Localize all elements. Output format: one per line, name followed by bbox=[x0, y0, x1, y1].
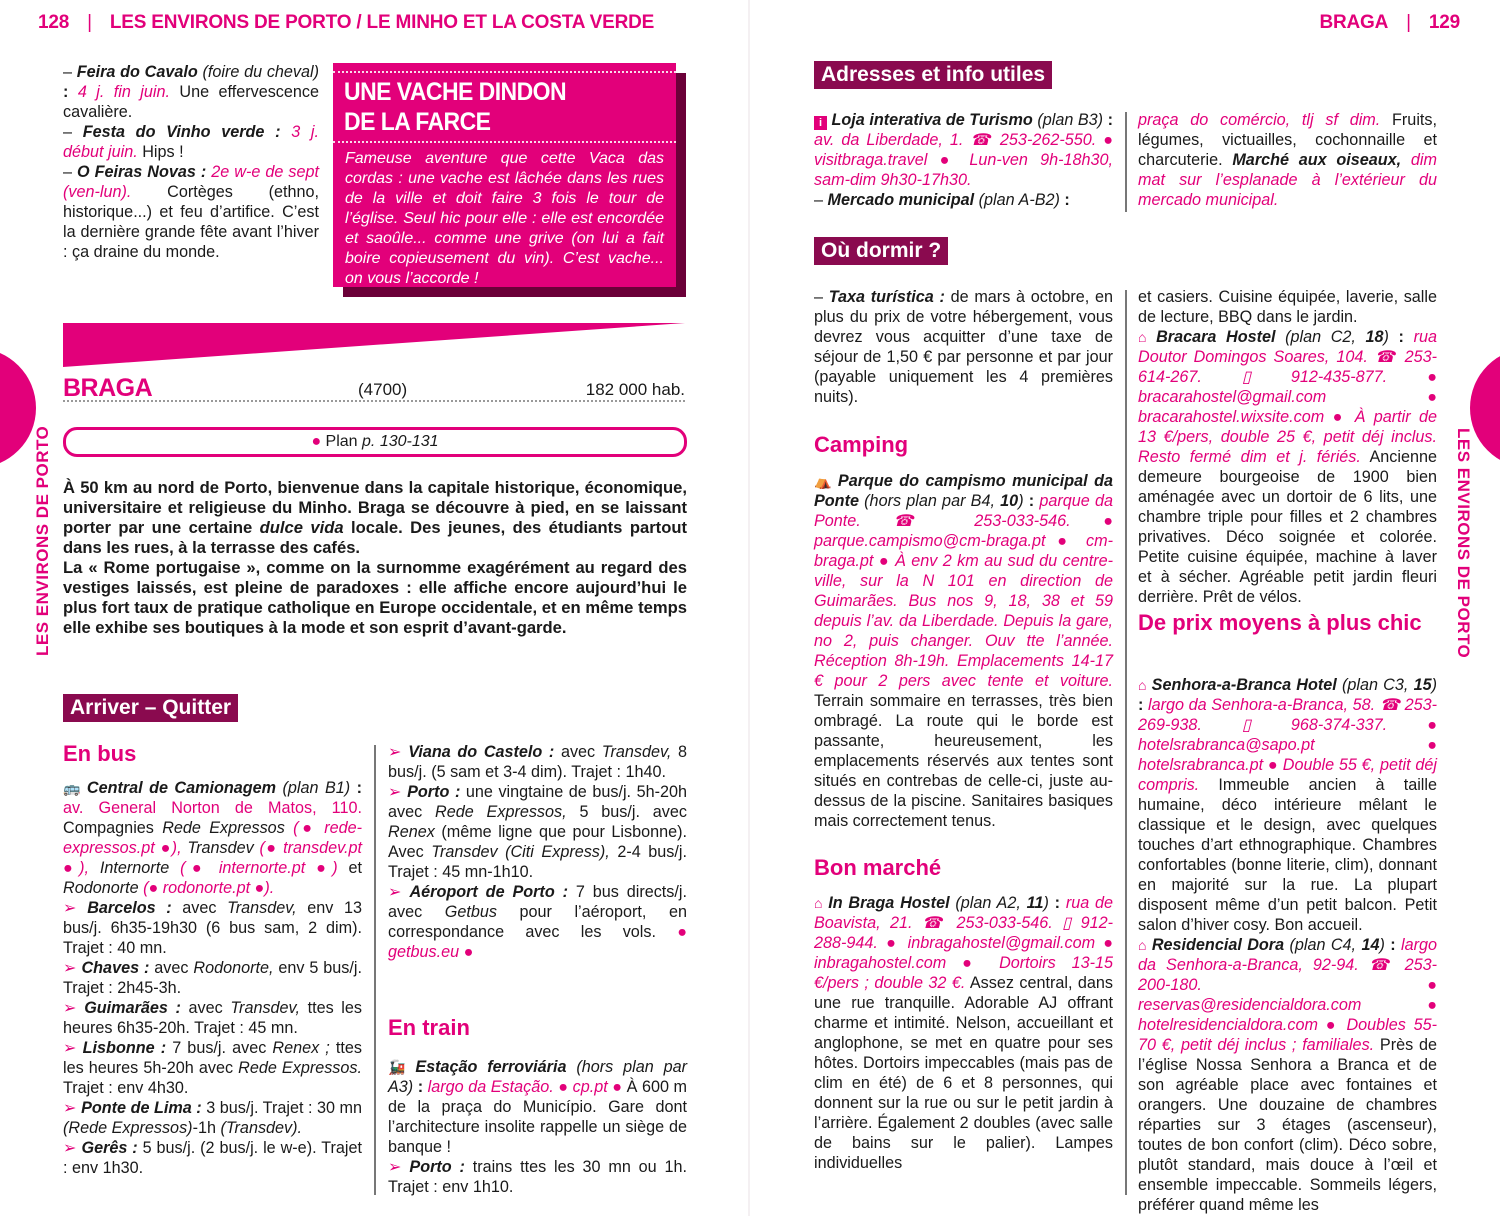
bus-column-2 bbox=[388, 742, 687, 962]
city-intro bbox=[63, 478, 687, 638]
box-title: UNE VACHE DINDON DE LA FARCE bbox=[344, 78, 567, 136]
paragraph: – Festa do Vinho verde : 3 j. début juin. Hips ! bbox=[63, 123, 319, 161]
paragraph: 🚌 Central de Camionagem (plan B1) : av. General Norton de Matos, 110. Compagnies Rede Expressos (● rede-expressos.pt ●), Transdev (● transdev.pt ●), Internorte (● internorte.pt ●) et Rodonorte (● rodonorte.pt ●). bbox=[63, 779, 362, 897]
sidebar-box bbox=[333, 63, 676, 287]
paragraph: ➢ Gerês : 5 bus/j. (2 bus/j. le w-e). Trajet : env 1h30. bbox=[63, 1139, 362, 1177]
camping-entry bbox=[814, 471, 1113, 831]
paragraph: ⌂ Residencial Dora (plan C4, 14) : largo da Senhora-a-Branca, 92-94. ☎ 253-200-180. ● reservas@residencialdora.com ● hotelresidencialdora.com ● Doubles 55-70 €, petit déj inclus ; familiales. Près de l’église Nossa Senhora a Branca et de son agréable place avec fontaines et orangers. Une douzaine de chambres réparties sur 3 étages (ascenseur), toutes de bon confort (clim). Déco sobre, plutôt standard, mais douce à l’œil et ensemble impeccable. Sommeils légers, préférer quand même les bbox=[1138, 936, 1437, 1214]
side-label: LES ENVIRONS DE PORTO bbox=[33, 425, 52, 656]
paragraph: À 50 km au nord de Porto, bienvenue dans la capitale historique, économique, universitaire et religieuse du Minho. Braga se découvre à pied, en se laissant porter par une certaine dulce vida locale. Des jeunes, des étudiants partout dans les rues, à la terrasse des cafés. bbox=[63, 478, 687, 557]
city-header bbox=[63, 374, 685, 402]
section-arriver-quitter: Arriver – Quitter bbox=[63, 694, 238, 722]
paragraph: – Taxa turística : de mars à octobre, en plus du prix de votre hébergement, vous devrez vous acquitter d’une taxe de séjour de 1,50 € par personne et par jour (payable uniquement les 4 premières nuits). bbox=[814, 288, 1113, 406]
box-body: Fameuse aventure que cette Vaca das cordas : une vache est lâchée dans les rues de la ville et doit faire 3 fois le tour de l’église. Seul hic pour elle : elle est encordée et saoûle... comme une grive (on lui a fait boire copieusement du vin). C’est vache... on vous l’accorde ! bbox=[345, 150, 664, 287]
paragraph: La « Rome portugaise », comme on la surnomme exagérément au regard des vestiges laissés, est pleine de paradoxes : elle affiche encore aujourd’hui le plus fort taux de pratique catholique en Europe occidentale, et en même temps elle exhibe ses boutiques à la mode et son esprit d’avant-garde. bbox=[63, 558, 687, 637]
column-rule bbox=[374, 745, 376, 1195]
thumb-tab bbox=[1470, 348, 1500, 468]
running-head-left: 128 | LES ENVIRONS DE PORTO / LE MINHO ET LA COSTA VERDE bbox=[38, 12, 655, 33]
mid-entries bbox=[1138, 675, 1437, 1215]
dotted-rule bbox=[333, 141, 676, 143]
column-rule bbox=[1125, 112, 1127, 212]
chapter-title: LES ENVIRONS DE PORTO / LE MINHO ET LA COSTA VERDE bbox=[109, 12, 655, 33]
home-icon: ⌂ bbox=[1138, 677, 1147, 693]
section-wedge bbox=[63, 323, 685, 367]
subhead-prix-moyens: De prix moyens à plus chic bbox=[1138, 610, 1422, 635]
paragraph: ➢ Viana do Castelo : avec Transdev, 8 bus/j. (5 sam et 3-4 dim). Trajet : 1h40. bbox=[388, 743, 687, 781]
section-adresses: Adresses et info utiles bbox=[814, 61, 1052, 89]
running-head-right: BRAGA | 129 bbox=[1319, 12, 1460, 33]
paragraph: ➢ Ponte de Lima : 3 bus/j. Trajet : 30 mn (Rede Expressos)-1h (Transdev). bbox=[63, 1099, 363, 1137]
bullet-icon: ● bbox=[311, 433, 326, 450]
paragraph: ➢ Chaves : avec Rodonorte, env 5 bus/j. Trajet : 2h45-3h. bbox=[63, 959, 362, 997]
subhead-en-bus: En bus bbox=[63, 741, 137, 766]
tent-icon: ⛺ bbox=[814, 473, 832, 489]
paragraph: et casiers. Cuisine équipée, laverie, salle de lecture, BBQ dans le jardin. bbox=[1138, 288, 1437, 326]
info-column-1 bbox=[814, 110, 1113, 210]
paragraph: ➢ Aéroport de Porto : 7 bus directs/j. avec Getbus pour l’aéroport, en correspondance avec les vols. ● getbus.eu ● bbox=[388, 883, 687, 961]
city-name: BRAGA bbox=[63, 374, 153, 402]
section-title: BRAGA bbox=[1319, 12, 1389, 33]
info-icon: i bbox=[814, 116, 827, 130]
subhead-camping: Camping bbox=[814, 432, 909, 457]
home-icon: ⌂ bbox=[1138, 937, 1147, 953]
festivals-list bbox=[63, 62, 319, 262]
subhead-bon-marche: Bon marché bbox=[814, 855, 942, 880]
hostel-column-2 bbox=[1138, 287, 1437, 607]
plan-reference[interactable]: ● Plan p. 130-131 bbox=[63, 427, 687, 457]
page-number: 128 bbox=[38, 12, 70, 33]
train-entry bbox=[388, 1057, 687, 1197]
taxa-note bbox=[814, 287, 1113, 407]
paragraph: – O Feiras Novas : 2e w-e de sept (ven-lun). Cortèges (ethno, historique...) et feu d’artifice. C’est la dernière grande fête avant l’hiver : ça draine du monde. bbox=[63, 163, 319, 261]
column-rule bbox=[1125, 290, 1127, 1195]
paragraph: ➢ Barcelos : avec Transdev, env 13 bus/j. 6h35-19h30 (6 bus sam, 2 dim). Trajet : 40 mn. bbox=[63, 899, 362, 957]
paragraph: – Feira do Cavalo (foire du cheval) : 4 j. fin juin. Une effervescence cavalière. bbox=[63, 63, 319, 121]
paragraph: ➢ Porto : trains ttes les 30 mn ou 1h. Trajet : env 1h10. bbox=[388, 1158, 687, 1196]
paragraph: i Loja interativa de Turismo (plan B3) : av. da Liberdade, 1. ☎ 253-262-550. ● visitbraga.travel ● Lun-ven 9h-18h30, sam-dim 9h30-17h30. bbox=[814, 111, 1113, 189]
paragraph: ➢ Porto : une vingtaine de bus/j. 5h-20h avec Rede Expressos, 5 bus/j. avec Renex (même ligne que pour Lisbonne). Avec Transdev (Citi Express), 2-4 bus/j. Trajet : 45 mn-1h10. bbox=[388, 783, 688, 881]
paragraph: – Mercado municipal (plan A-B2) : bbox=[814, 191, 1070, 209]
cheap-entry bbox=[814, 893, 1113, 1173]
section-ou-dormir: Où dormir ? bbox=[814, 237, 948, 265]
home-icon: ⌂ bbox=[814, 895, 823, 911]
info-column-2 bbox=[1138, 110, 1437, 210]
home-icon: ⌂ bbox=[1138, 329, 1147, 345]
bus-icon: 🚌 bbox=[63, 780, 81, 796]
paragraph: ⌂ Senhora-a-Branca Hotel (plan C3, 15) : largo da Senhora-a-Branca, 58. ☎ 253-269-938. ▯ 968-374-337. ● hotelsrabranca@sapo.pt ● hotelsrabranca.pt ● Double 55 €, petit déj compris. Immeuble ancien à taille humaine, déco intérieure mêlant le classique et le design, avec quelques touches d’art ethnographique. Chambres confortables (bonne literie, clim), donnant en majorité sur la rue. La plupart disposent même d’un petit balcon. Petit salon d’hiver cosy. Bon accueil. bbox=[1138, 676, 1437, 934]
paragraph: ➢ Lisbonne : 7 bus/j. avec Renex ; ttes les heures 5h-20h avec Rede Expressos. Trajet : env 4h30. bbox=[63, 1039, 362, 1097]
bus-column-1 bbox=[63, 778, 362, 1178]
subhead-en-train: En train bbox=[388, 1015, 470, 1040]
paragraph: praça do comércio, tlj sf dim. Fruits, légumes, victuailles, cochonnaille et charcuterie. Marché aux oiseaux, dim mat sur l’esplanade à l’extérieur du mercado municipal. bbox=[1138, 111, 1437, 209]
side-label: LES ENVIRONS DE PORTO bbox=[1454, 428, 1473, 659]
page-number: 129 bbox=[1428, 12, 1460, 33]
paragraph: ⌂ In Braga Hostel (plan A2, 11) : rua de Boavista, 21. ☎ 253-033-546. ▯ 912-288-944. ● inbragahostel@gmail.com ● inbragahostel.com ● Dortoirs 13-15 €/pers ; double 32 €. Assez central, dans une rue tranquille. Adorable AJ offrant charme et intimité. Nelson, accueillant et anglophone, se met en quatre pour ses hôtes. Dortoirs impeccables (mais pas de clim en été) de 6 et 8 personnes, qui donnent sur la rue ou sur le petit jardin à l’arrière. Également 2 doubles (avec salle de bains sur le palier). Lampes individuelles bbox=[814, 894, 1114, 1172]
paragraph: 🚂 Estação ferroviária (hors plan par A3) : largo da Estação. ● cp.pt ● À 600 m de la praça do Município. Gare dont l’architecture insolite rappelle un siège de banque ! bbox=[388, 1058, 688, 1156]
paragraph: ⛺ Parque do campismo municipal da Ponte (hors plan par B4, 10) : parque da Ponte. ☎ 253-033-546. ● parque.campismo@cm-braga.pt ● cm-braga.pt ● À env 2 km au sud du centre-ville, sur la N 101 en direction de Guimarães. Bus nos 9, 18, 38 et 59 depuis l’av. da Liberdade. Depuis la gare, no 2, puis changer. Ouv tte l’année. Réception 8h-19h. Emplacements 14-17 € pour 2 pers avec tente et voiture. Terrain sommaire en terrasses, très bien ombragé. La route qui le borde est passante, heureusement, les emplacements réservés aux tentes sont situés en contrebas de celle-ci, juste au-dessus de la piscine. Sanitaires basiques mais correctement tenus. bbox=[814, 472, 1113, 830]
postcode: (4700) bbox=[358, 380, 408, 399]
thumb-tab bbox=[0, 348, 36, 468]
train-icon: 🚂 bbox=[388, 1059, 406, 1075]
paragraph: ⌂ Bracara Hostel (plan C2, 18) : rua Doutor Domingos Soares, 104. ☎ 253-614-267. ▯ 912-435-877. ● bracarahostel@gmail.com ● bracarahostel.wixsite.com ● À partir de 13 €/pers, double 25 €, petit déj inclus. Resto fermé dim et j. fériés. Ancienne demeure bourgeoise de 1900 bien aménagée avec un dortoir de 6 lits, une chambre triple pour filles et 2 chambres privatives. Déco soignée et colorée. Petite cuisine équipée, machine à laver et à sécher. Agréable petit jardin fleuri derrière. Prêt de vélos. bbox=[1138, 328, 1437, 606]
population: 182 000 hab. bbox=[585, 380, 685, 399]
paragraph: ➢ Guimarães : avec Transdev, ttes les heures 6h35-20h. Trajet : 45 mn. bbox=[63, 999, 362, 1037]
